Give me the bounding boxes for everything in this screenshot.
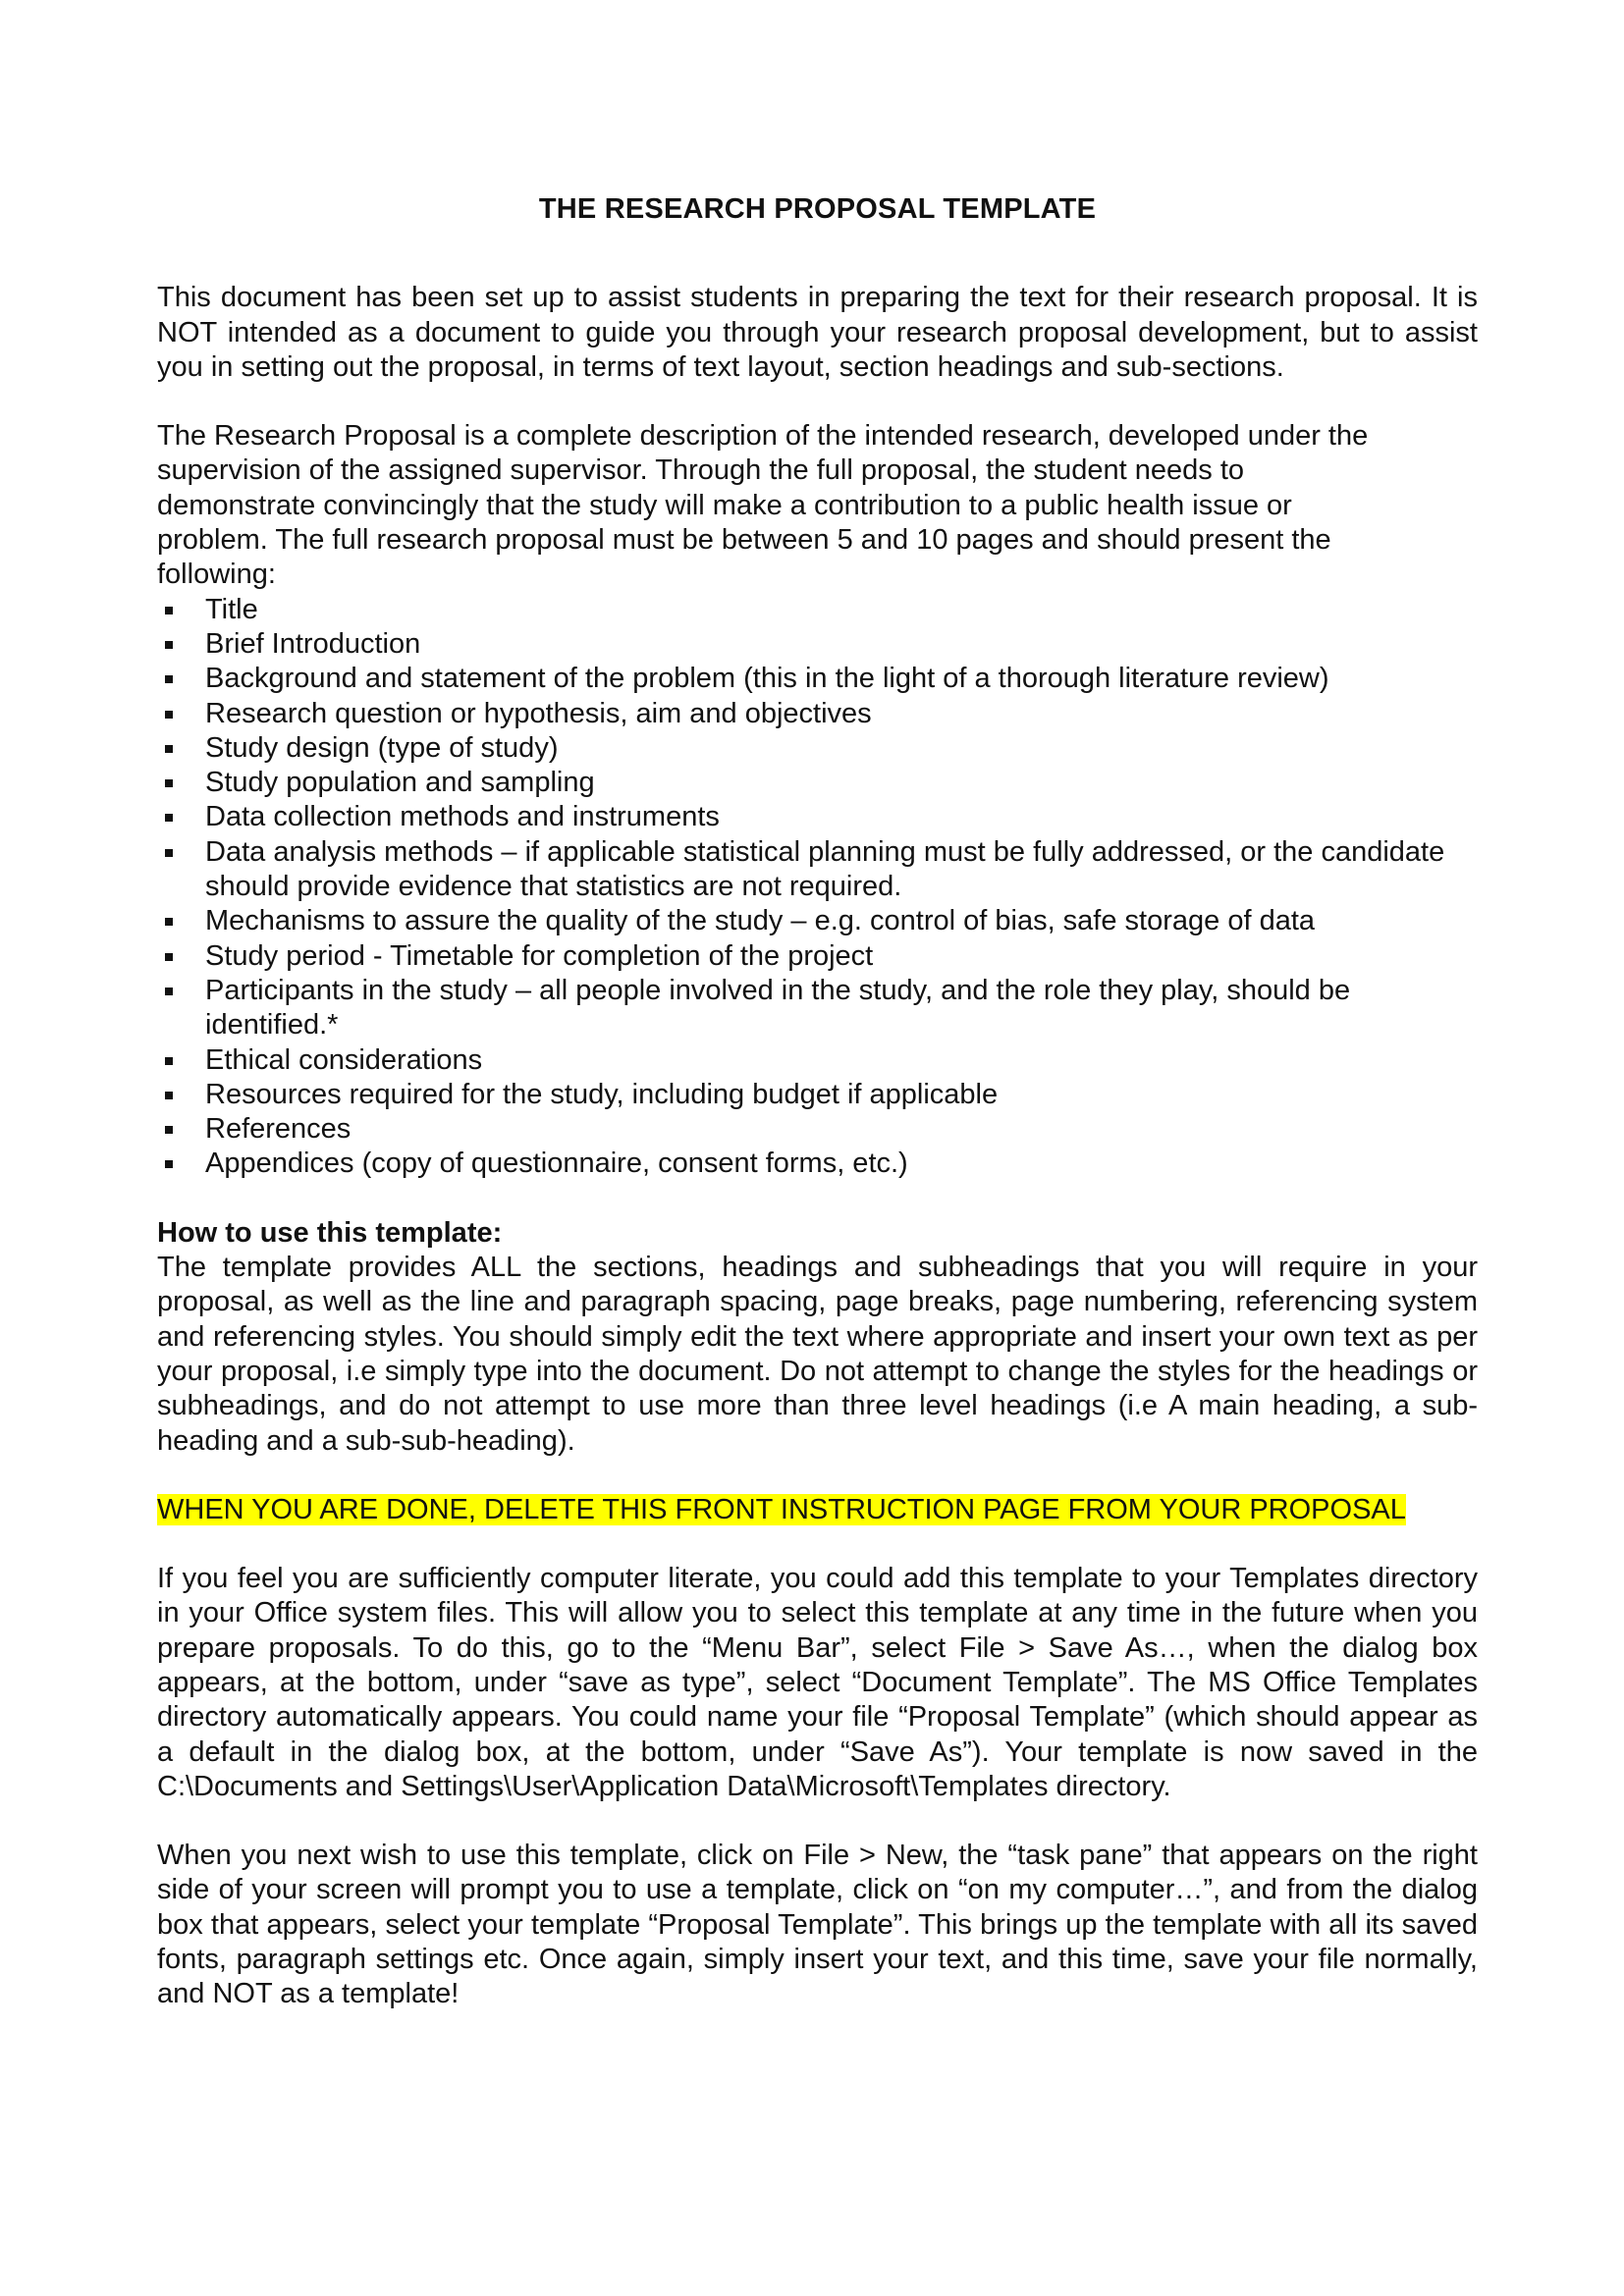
list-item-text: Ethical considerations bbox=[205, 1043, 483, 1076]
list-item bbox=[157, 697, 1478, 731]
list-item-text: Participants in the study – all people involved in the study, and the role they play, should be identified.* bbox=[205, 974, 1351, 1041]
highlighted-notice-text: WHEN YOU ARE DONE, DELETE THIS FRONT INSTRUCTION PAGE FROM YOUR PROPOSAL bbox=[157, 1493, 1406, 1525]
list-item bbox=[157, 731, 1478, 766]
document-page bbox=[157, 192, 1478, 2012]
square-bullet-icon bbox=[165, 988, 173, 995]
square-bullet-icon bbox=[165, 1092, 173, 1099]
list-item bbox=[157, 1147, 1478, 1181]
sections-list bbox=[157, 593, 1478, 1182]
list-item-text: Brief Introduction bbox=[205, 627, 421, 660]
square-bullet-icon bbox=[165, 953, 173, 961]
square-bullet-icon bbox=[165, 1057, 173, 1065]
list-item-text: Data analysis methods – if applicable statistical planning must be fully addressed, or the candidate should provide evidence that statistics are not required. bbox=[205, 835, 1445, 903]
square-bullet-icon bbox=[165, 1160, 173, 1168]
document-title: THE RESEARCH PROPOSAL TEMPLATE bbox=[538, 193, 1097, 225]
square-bullet-icon bbox=[165, 1126, 173, 1134]
paragraph-gap bbox=[157, 385, 1478, 419]
reuse-template-paragraph: When you next wish to use this template, click on File > New, the “task pane” that appears on the right side of your screen will prompt you to use a template, click on “on my computer…”, and from the dialog box that appears, select your template “Proposal Template”. This brings up the template with all its saved fonts, paragraph settings etc. Once again, simply insert your text, and this time, save your file normally, and NOT as a template! bbox=[157, 1840, 1478, 2010]
list-item bbox=[157, 904, 1478, 938]
list-item bbox=[157, 835, 1478, 905]
list-item bbox=[157, 593, 1478, 627]
list-item-text: Background and statement of the problem (this in the light of a thorough literature review) bbox=[205, 663, 1329, 695]
paragraph-gap bbox=[157, 1527, 1478, 1562]
list-item bbox=[157, 662, 1478, 696]
list-item bbox=[157, 939, 1478, 974]
square-bullet-icon bbox=[165, 607, 173, 614]
square-bullet-icon bbox=[165, 779, 173, 787]
list-item-text: Title bbox=[205, 593, 258, 625]
list-item-text: Study period - Timetable for completion of the project bbox=[205, 939, 874, 972]
square-bullet-icon bbox=[165, 918, 173, 926]
description-line: following: bbox=[157, 559, 276, 591]
intro-paragraph: This document has been set up to assist students in preparing the text for their research proposal. It is NOT intended as a document to guide you through your research proposal development, but to assist you in setting out the proposal, in terms of text layout, section headings and sub-sections. bbox=[157, 282, 1478, 383]
paragraph-gap bbox=[157, 1804, 1478, 1839]
list-item bbox=[157, 800, 1478, 834]
square-bullet-icon bbox=[165, 641, 173, 649]
list-item-text: Study population and sampling bbox=[205, 767, 595, 799]
description-line: supervision of the assigned supervisor. Through the full proposal, the student needs to bbox=[157, 454, 1244, 487]
list-item bbox=[157, 766, 1478, 800]
square-bullet-icon bbox=[165, 814, 173, 822]
description-line: problem. The full research proposal must be between 5 and 10 pages and should present the bbox=[157, 524, 1331, 557]
list-item bbox=[157, 627, 1478, 662]
square-bullet-icon bbox=[165, 849, 173, 857]
square-bullet-icon bbox=[165, 675, 173, 683]
square-bullet-icon bbox=[165, 711, 173, 719]
list-item-text: Research question or hypothesis, aim and objectives bbox=[205, 697, 872, 729]
list-item bbox=[157, 1043, 1478, 1078]
paragraph-gap bbox=[157, 1459, 1478, 1493]
list-item-text: Data collection methods and instruments bbox=[205, 801, 720, 833]
square-bullet-icon bbox=[165, 745, 173, 753]
save-template-paragraph: If you feel you are sufficiently computer literate, you could add this template to your Templates directory in your Office system files. This will allow you to select this template at any time in the future when you prepare proposals. To do this, go to the “Menu Bar”, select File > Save As…, when the dialog box appears, at the bottom, under “save as type”, select “Document Template”. The MS Office Templates directory automatically appears. You could name your file “Proposal Template” (which should appear as a default in the dialog box, at the bottom, under “Save As”). Your template is now saved in the C:\Documents and Settings\User\Application Data\Microsoft\Templates directory. bbox=[157, 1563, 1478, 1802]
description-paragraph bbox=[157, 419, 1478, 592]
list-item bbox=[157, 1078, 1478, 1112]
list-item bbox=[157, 1112, 1478, 1147]
how-to-paragraph: The template provides ALL the sections, headings and subheadings that you will require in your proposal, as well as the line and paragraph spacing, page breaks, page numbering, referencing system and referencing styles. You should simply edit the text where appropriate and insert your own text as per your proposal, i.e simply type into the document. Do not attempt to change the styles for the headings or subheadings, and do not attempt to use more than three level headings (i.e A main heading, a sub-heading and a sub-sub-heading). bbox=[157, 1252, 1478, 1457]
how-to-heading: How to use this template: bbox=[157, 1216, 503, 1249]
description-line: demonstrate convincingly that the study will make a contribution to a public health issue or bbox=[157, 489, 1292, 521]
delete-notice bbox=[157, 1493, 1478, 1527]
list-item-text: Mechanisms to assure the quality of the study – e.g. control of bias, safe storage of data bbox=[205, 905, 1316, 937]
paragraph-gap bbox=[157, 1182, 1478, 1216]
list-item-text: Study design (type of study) bbox=[205, 731, 559, 764]
list-item-text: Appendices (copy of questionnaire, consent forms, etc.) bbox=[205, 1148, 908, 1180]
description-line: The Research Proposal is a complete description of the intended research, developed under the bbox=[157, 420, 1369, 453]
list-item bbox=[157, 974, 1478, 1043]
list-item-text: References bbox=[205, 1113, 352, 1146]
list-item-text: Resources required for the study, including budget if applicable bbox=[205, 1078, 999, 1110]
